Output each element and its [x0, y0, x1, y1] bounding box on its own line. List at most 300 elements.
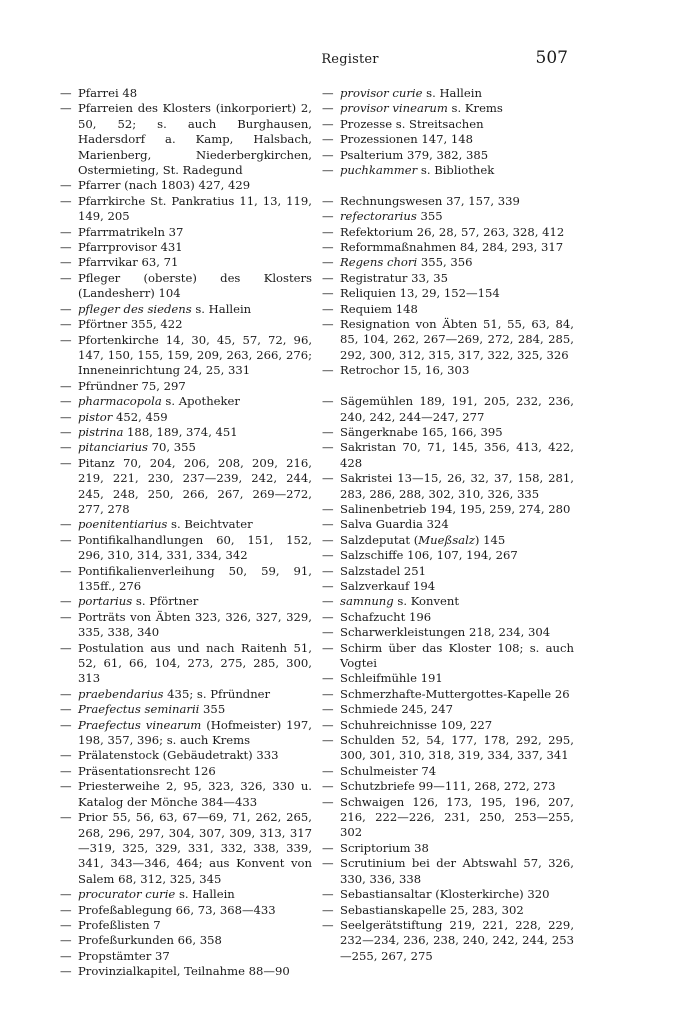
entry-text-part: Schuhreichnisse 109, 227	[340, 717, 493, 732]
index-entry	[322, 194, 574, 209]
index-entry	[60, 440, 312, 455]
entry-text	[78, 887, 312, 902]
entry-text-part: Schafzucht 196	[340, 609, 432, 624]
entry-text	[340, 625, 574, 640]
entry-dash: —	[60, 378, 72, 393]
index-entry	[60, 194, 312, 225]
index-column-left	[60, 86, 312, 980]
entry-text	[78, 702, 312, 717]
entry-dash: —	[60, 532, 72, 547]
entry-text-part: 452, 459	[112, 409, 168, 424]
entry-dash: —	[60, 178, 72, 193]
index-entry	[322, 394, 574, 425]
entry-term-italic: puchkammer	[340, 163, 418, 178]
entry-text-part: Profeßablegung 66, 73, 368—433	[78, 902, 276, 917]
entry-dash: —	[60, 640, 72, 655]
index-entry	[60, 178, 312, 193]
entry-text	[340, 255, 574, 270]
index-entry	[322, 671, 574, 686]
entry-text-part: Scriptorium 38	[340, 840, 429, 855]
entry-text	[340, 302, 574, 317]
index-entry	[60, 86, 312, 101]
index-entry	[322, 533, 574, 548]
entry-dash: —	[322, 671, 334, 686]
entry-text	[340, 86, 574, 101]
index-entry	[60, 271, 312, 302]
entry-text	[340, 225, 574, 240]
entry-dash: —	[322, 424, 334, 439]
entry-text	[340, 163, 574, 178]
entry-term-italic: provisor vinearum	[340, 101, 448, 116]
entry-text	[340, 856, 574, 887]
entry-term-italic: Praefectus vinearum	[78, 717, 202, 732]
entry-text-part: 188, 189, 374, 451	[123, 424, 238, 439]
entry-text-part: Pfarreien des Klosters (inkorporiert) 2, 50, 52; s. auch Burghausen, Hadersdorf a. Kamp, Halsbach, Marienberg, Niederbergkirchen, Ostermieting, St. Radegund	[78, 101, 312, 178]
index-entry	[322, 856, 574, 887]
entry-text-part: Requiem 148	[340, 301, 418, 316]
entry-text	[340, 394, 574, 425]
entry-text-part: Schirm über das Kloster 108; s. auch Vogtei	[340, 640, 574, 670]
entry-dash: —	[322, 779, 334, 794]
entry-text-part: 355, 356	[417, 255, 473, 270]
entry-text	[340, 918, 574, 964]
entry-text-part: s. Krems	[447, 101, 503, 116]
entry-dash: —	[322, 733, 334, 748]
entry-text	[340, 271, 574, 286]
page-header	[0, 48, 700, 72]
entry-text	[78, 86, 312, 101]
entry-dash: —	[60, 455, 72, 470]
entry-text	[78, 302, 312, 317]
entry-text-part: Salzverkauf 194	[340, 578, 436, 593]
entry-text	[340, 594, 574, 609]
entry-text	[78, 903, 312, 918]
entry-dash: —	[60, 424, 72, 439]
index-entry	[322, 209, 574, 224]
entry-text	[340, 286, 574, 301]
entry-text-part: Retrochor 15, 16, 303	[340, 363, 470, 378]
entry-text-part: Psalterium 379, 382, 385	[340, 147, 489, 162]
entry-text	[78, 240, 312, 255]
entry-dash: —	[60, 917, 72, 932]
entry-dash: —	[60, 240, 72, 255]
entry-dash: —	[60, 270, 72, 285]
entry-dash: —	[322, 563, 334, 578]
entry-text	[78, 440, 312, 455]
entry-text-part: Pfarrvikar 63, 71	[78, 255, 179, 270]
index-entry	[60, 779, 312, 810]
entry-text-part: Salva Guardia 324	[340, 517, 449, 532]
page-number: 507	[535, 48, 568, 68]
entry-text	[78, 764, 312, 779]
entry-text-part: Schutzbriefe 99—111, 268, 272, 273	[340, 779, 556, 794]
index-entry	[60, 887, 312, 902]
index-entry	[60, 702, 312, 717]
index-entry	[322, 702, 574, 717]
entry-text	[78, 517, 312, 532]
entry-dash: —	[322, 517, 334, 532]
entry-text-part: Provinzialkapitel, Teilnahme 88—90	[78, 964, 290, 979]
entry-dash: —	[60, 779, 72, 794]
entry-text-part: Schmerzhafte-Muttergottes-Kapelle 26	[340, 686, 570, 701]
entry-text-part: 355	[416, 209, 443, 224]
entry-text	[340, 117, 574, 132]
entry-dash: —	[322, 209, 334, 224]
entry-term-italic: procurator curie	[78, 887, 176, 902]
entry-text	[78, 594, 312, 609]
entry-dash: —	[60, 255, 72, 270]
entry-term-italic: pitanciarius	[78, 440, 148, 455]
entry-text-part: (Hofmeister) 197, 198, 357, 396; s. auch Krems	[78, 717, 312, 748]
entry-dash: —	[60, 409, 72, 424]
entry-text	[78, 918, 312, 933]
entry-text	[78, 410, 312, 425]
index-entry	[60, 610, 312, 641]
entry-text	[78, 317, 312, 332]
entry-dash: —	[60, 887, 72, 902]
entry-text	[78, 333, 312, 379]
index-entry	[322, 579, 574, 594]
entry-text	[340, 101, 574, 116]
entry-term-italic: portarius	[78, 594, 133, 609]
entry-term-italic: refectorarius	[340, 209, 417, 224]
entry-dash: —	[322, 501, 334, 516]
entry-text	[340, 240, 574, 255]
entry-dash: —	[322, 686, 334, 701]
entry-dash: —	[322, 594, 334, 609]
entry-text-part: Rechnungswesen 37, 157, 339	[340, 193, 520, 208]
entry-dash: —	[60, 702, 72, 717]
entry-text-part: Prior 55, 56, 63, 67—69, 71, 262, 265, 268, 296, 297, 304, 307, 309, 313, 317—319, 325, 329, 331, 332, 338, 339, 341, 343—346, 464; aus Konvent von Salem 68, 312, 325, 345	[78, 810, 312, 886]
entry-term-italic: poenitentiarius	[78, 517, 168, 532]
entry-text	[78, 610, 312, 641]
index-entry	[60, 748, 312, 763]
index-entry	[60, 687, 312, 702]
index-entry	[322, 148, 574, 163]
entry-text	[340, 887, 574, 902]
index-entry	[60, 641, 312, 687]
index-entry	[60, 533, 312, 564]
index-entry	[60, 933, 312, 948]
index-entry	[322, 887, 574, 902]
entry-dash: —	[322, 763, 334, 778]
index-entry	[322, 502, 574, 517]
entry-text	[78, 425, 312, 440]
entry-dash: —	[60, 748, 72, 763]
index-entry	[60, 225, 312, 240]
entry-text-part: Sängerknabe 165, 166, 395	[340, 424, 503, 439]
entry-text-part: Scharwerkleistungen 218, 234, 304	[340, 625, 551, 640]
entry-text-part: Prozessionen 147, 148	[340, 132, 473, 147]
entry-text-part: Pfarrei 48	[78, 86, 138, 100]
entry-text	[78, 933, 312, 948]
entry-text-part: Salzstadel 251	[340, 563, 426, 578]
entry-text	[340, 764, 574, 779]
entry-text	[340, 795, 574, 841]
entry-dash: —	[60, 810, 72, 825]
index-entry	[322, 641, 574, 672]
entry-dash: —	[322, 394, 334, 409]
index-entry	[322, 363, 574, 378]
entry-dash: —	[322, 578, 334, 593]
index-entry	[322, 733, 574, 764]
index-entry	[322, 101, 574, 116]
entry-dash: —	[322, 794, 334, 809]
index-entry	[322, 918, 574, 964]
entry-dash: —	[322, 856, 334, 871]
entry-text	[340, 841, 574, 856]
entry-text	[78, 949, 312, 964]
index-entry	[322, 764, 574, 779]
entry-text-part: 70, 355	[147, 440, 196, 455]
entry-text-part: Schulden 52, 54, 177, 178, 292, 295, 300, 301, 310, 318, 319, 334, 337, 341	[340, 733, 574, 763]
entry-text-part: Schwaigen 126, 173, 195, 196, 207, 216, 222—226, 231, 250, 253—255, 302	[340, 794, 574, 840]
entry-text	[340, 610, 574, 625]
entry-dash: —	[60, 717, 72, 732]
index-entry	[322, 548, 574, 563]
entry-dash: —	[322, 116, 334, 131]
entry-dash: —	[60, 332, 72, 347]
entry-text-part: Pontifikalhandlungen 60, 151, 152, 296, 310, 314, 331, 334, 342	[78, 532, 312, 563]
entry-term-italic: pistor	[78, 409, 113, 424]
entry-dash: —	[60, 440, 72, 455]
entry-text	[340, 687, 574, 702]
entry-term-italic: pistrina	[78, 424, 124, 439]
entry-text-part: Sakristei 13—15, 26, 32, 37, 158, 281, 283, 286, 288, 302, 310, 326, 335	[340, 471, 574, 501]
index-entry	[322, 225, 574, 240]
entry-dash: —	[322, 240, 334, 255]
entry-text-part: Salinenbetrieb 194, 195, 259, 274, 280	[340, 501, 571, 516]
entry-text-part: Refektorium 26, 28, 57, 263, 328, 412	[340, 224, 565, 239]
entry-text-part: Reformmaßnahmen 84, 284, 293, 317	[340, 240, 564, 255]
entry-dash: —	[322, 86, 334, 100]
entry-dash: —	[60, 948, 72, 963]
index-entry	[60, 810, 312, 887]
entry-text	[78, 379, 312, 394]
index-entry	[322, 302, 574, 317]
entry-text	[340, 317, 574, 363]
entry-dash: —	[322, 532, 334, 547]
entry-text-part: s. Beichtvater	[167, 517, 253, 532]
entry-text-part: Schleifmühle 191	[340, 671, 443, 686]
entry-text	[340, 548, 574, 563]
entry-text	[340, 533, 574, 548]
entry-dash: —	[322, 471, 334, 486]
entry-dash: —	[60, 902, 72, 917]
entry-text-part: Schulmeister 74	[340, 763, 437, 778]
index-entry	[60, 379, 312, 394]
entry-text-part: s. Hallein	[175, 887, 235, 902]
entry-dash: —	[322, 902, 334, 917]
entry-text-part: ) 145	[474, 532, 506, 547]
index-entry	[322, 255, 574, 270]
entry-dash: —	[322, 717, 334, 732]
entry-text	[78, 964, 312, 979]
entry-text-part: Pfründner 75, 297	[78, 378, 186, 393]
entry-dash: —	[60, 101, 72, 116]
entry-text-part: Pfarrprovisor 431	[78, 240, 183, 255]
entry-text	[78, 178, 312, 193]
entry-text	[340, 132, 574, 147]
entry-text	[340, 440, 574, 471]
index-entry	[60, 425, 312, 440]
entry-text	[78, 748, 312, 763]
entry-term-italic: provisor curie	[340, 86, 423, 100]
entry-text-part: Registratur 33, 35	[340, 270, 449, 285]
entry-text-part: Prälatenstock (Gebäudetrakt) 333	[78, 748, 279, 763]
entry-text	[340, 209, 574, 224]
entry-dash: —	[322, 270, 334, 285]
index-entry	[322, 271, 574, 286]
entry-text	[340, 903, 574, 918]
entry-text-part: Profeßlisten 7	[78, 917, 161, 932]
index-entry	[60, 594, 312, 609]
entry-dash: —	[60, 317, 72, 332]
entry-text-part: Scrutinium bei der Abtswahl 57, 326, 330, 336, 338	[340, 856, 574, 886]
entry-text	[340, 718, 574, 733]
entry-text	[78, 641, 312, 687]
entry-text-part: s. Hallein	[191, 301, 252, 316]
entry-text-part: s. Apotheker	[161, 394, 240, 409]
entry-text	[340, 641, 574, 672]
index-entry	[322, 687, 574, 702]
entry-text	[340, 425, 574, 440]
index-entry	[322, 440, 574, 471]
entry-text	[78, 225, 312, 240]
running-title: Register	[321, 52, 379, 67]
index-entry	[60, 949, 312, 964]
entry-text	[340, 779, 574, 794]
index-entry	[322, 425, 574, 440]
entry-text	[78, 687, 312, 702]
entry-text	[340, 579, 574, 594]
entry-text-part: Seelgerätstiftung 219, 221, 228, 229, 232—234, 236, 238, 240, 242, 244, 253—255, 267, 275	[340, 917, 574, 963]
entry-dash: —	[322, 255, 334, 270]
index-entry	[60, 255, 312, 270]
entry-text-part: Porträts von Äbten 323, 326, 327, 329, 335, 338, 340	[78, 609, 312, 640]
entry-text	[340, 733, 574, 764]
entry-dash: —	[322, 286, 334, 301]
letter-gap	[322, 178, 574, 193]
entry-text-part: Pfleger (oberste) des Klosters (Landesherr) 104	[78, 270, 312, 301]
entry-text-part: Sakristan 70, 71, 145, 356, 413, 422, 428	[340, 440, 574, 470]
index-entry	[322, 240, 574, 255]
entry-dash: —	[322, 301, 334, 316]
entry-text	[340, 517, 574, 532]
entry-text	[78, 271, 312, 302]
index-entry	[60, 240, 312, 255]
entry-text-part: Profeßurkunden 66, 358	[78, 933, 222, 948]
entry-dash: —	[322, 363, 334, 378]
index-entry	[322, 718, 574, 733]
index-entry	[322, 471, 574, 502]
entry-text	[78, 533, 312, 564]
entry-text-part: s. Hallein	[422, 86, 482, 100]
index-column-right	[322, 86, 574, 964]
entry-text-part: Salzschiffe 106, 107, 194, 267	[340, 548, 518, 563]
entry-text	[340, 194, 574, 209]
index-entry	[322, 132, 574, 147]
index-entry	[60, 718, 312, 749]
entry-term-italic: Praefectus seminarii	[78, 702, 200, 717]
entry-dash: —	[322, 702, 334, 717]
index-entry	[60, 394, 312, 409]
entry-text-part: Pfarrmatrikeln 37	[78, 224, 184, 239]
entry-dash: —	[322, 147, 334, 162]
entry-text-part: Sebastiansaltar (Klosterkirche) 320	[340, 887, 550, 902]
entry-text-part: 355	[199, 702, 226, 717]
entry-dash: —	[60, 301, 72, 316]
index-entry	[322, 564, 574, 579]
entry-dash: —	[322, 609, 334, 624]
entry-text-part: s. Pförtner	[132, 594, 199, 609]
entry-dash: —	[60, 517, 72, 532]
entry-text	[340, 702, 574, 717]
entry-text-part: Pitanz 70, 204, 206, 208, 209, 216, 219, 221, 230, 237—239, 242, 244, 245, 248, 250, 266, 267, 269—272, 277, 278	[78, 455, 312, 516]
index-entry	[60, 302, 312, 317]
entry-dash: —	[322, 548, 334, 563]
entry-text	[340, 564, 574, 579]
entry-term-italic: Mueßsalz	[418, 532, 475, 547]
index-entry	[60, 918, 312, 933]
index-entry	[322, 163, 574, 178]
index-entry	[60, 333, 312, 379]
index-entry	[60, 101, 312, 178]
entry-term-italic: pfleger des siedens	[78, 301, 192, 316]
entry-dash: —	[60, 609, 72, 624]
index-entry	[60, 764, 312, 779]
entry-text	[340, 471, 574, 502]
entry-text-part: Prozesse s. Streitsachen	[340, 116, 484, 131]
entry-text-part: Präsentationsrecht 126	[78, 763, 216, 778]
entry-text	[78, 101, 312, 178]
entry-text-part: Pfortenkirche 14, 30, 45, 57, 72, 96, 147, 150, 155, 159, 209, 263, 266, 276; Inneneinrichtung 24, 25, 331	[78, 332, 312, 378]
entry-text	[340, 363, 574, 378]
entry-text	[78, 779, 312, 810]
entry-dash: —	[322, 640, 334, 655]
entry-text	[340, 671, 574, 686]
entry-text-part: Pförtner 355, 422	[78, 317, 183, 332]
entry-dash: —	[60, 563, 72, 578]
entry-dash: —	[322, 224, 334, 239]
entry-text-part: Salzdeputat (	[340, 532, 419, 547]
index-entry	[322, 86, 574, 101]
entry-dash: —	[60, 224, 72, 239]
entry-dash: —	[60, 933, 72, 948]
entry-dash: —	[322, 132, 334, 147]
index-entry	[322, 517, 574, 532]
entry-dash: —	[322, 193, 334, 208]
entry-dash: —	[322, 163, 334, 178]
index-entry	[60, 564, 312, 595]
entry-text-part: Pontifikalienverleihung 50, 59, 91, 135ff., 276	[78, 563, 312, 593]
entry-text	[78, 394, 312, 409]
index-entry	[322, 117, 574, 132]
entry-text-part: Priesterweihe 2, 95, 323, 326, 330 u. Katalog der Mönche 384—433	[78, 779, 312, 809]
entry-text-part: 435; s. Pfründner	[163, 686, 271, 701]
index-entry	[322, 317, 574, 363]
index-entry	[60, 517, 312, 532]
entry-term-italic: Regens chori	[340, 255, 418, 270]
entry-dash: —	[322, 625, 334, 640]
entry-text-part: Schmiede 245, 247	[340, 702, 454, 717]
entry-text	[340, 148, 574, 163]
entry-text-part: Postulation aus und nach Raitenh 51, 52, 61, 66, 104, 273, 275, 285, 300, 313	[78, 640, 312, 686]
entry-dash: —	[60, 193, 72, 208]
entry-text-part: Pfarrer (nach 1803) 427, 429	[78, 178, 251, 193]
entry-dash: —	[60, 686, 72, 701]
entry-dash: —	[322, 440, 334, 455]
